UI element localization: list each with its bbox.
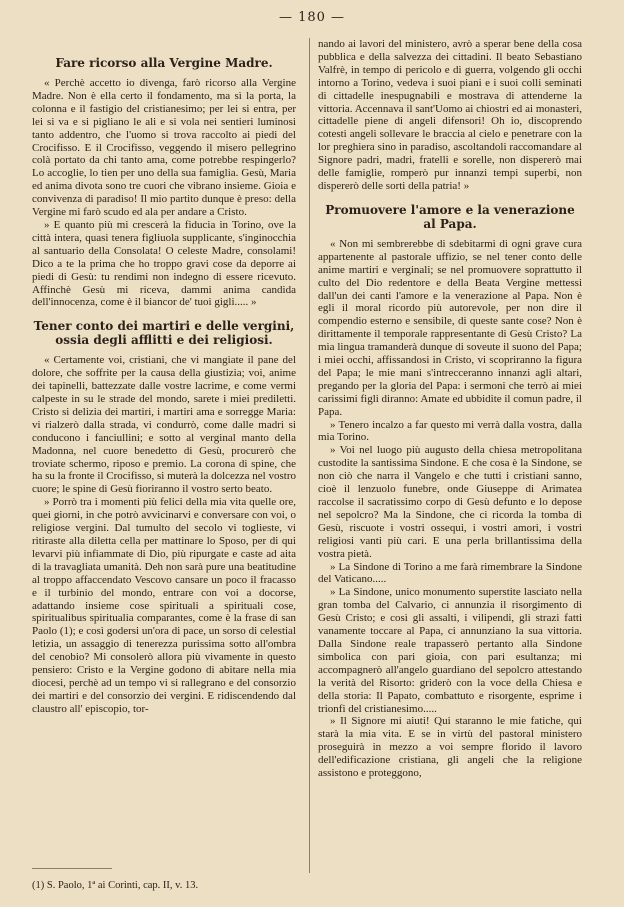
body-paragraph: « Non mi sembrerebbe di sdebitarmi di ogni grave cura appartenente al pastorale uffizio, se nel tener conto delle anime martiri e verginali; se nel promuovere soprattutto il culto del Dio redentore e della Beata Vergine mettessi dall'un dei canti l'amore e la venerazione al Papa. Non è egli il moral ricordo più autorevole, per non dire il compendio esterno e sensibile, di queste sante cose? Non è dirittamente il temporale rappresentante di Gesù Cristo? La mia lingua tramanderà dunque di soveute il suono del Papa; i miei occhi, affissandosi in Cristo, vi scopriranno la figura del Papa; le mie mani s'intrecceranno innanzi agli altari, pregando per la gloria del Papa: i sermoni che terrò ai miei carissimi figli diranno: Amate ed ubbidite il comun padre, il Papa. (318, 237, 582, 418)
section-heading: Promuovere l'amore e la venerazione al Papa. (325, 202, 575, 231)
body-paragraph: » E quanto più mi crescerà la fiducia in Torino, ove la città intera, quasi tenera figliuola supplicante, s'inginocchia al santuario della Consolata! O celeste Madre, consolami! Dico a te la prima che ho troppo gravi cose da deporre ai piedi di Gesù: tu rendimi non indegno di essere ricevuto. Affinchè Gesù mi riceva, dammi anima candida dell'innocenza, come è il biancor de' tuoi gigli..... » (32, 218, 296, 309)
footnote: (1) S. Paolo, 1ª ai Corinti, cap. II, v. 13. (32, 880, 199, 891)
body-paragraph: » Porrò tra i momenti più felici della mia vita quelle ore, quei giorni, in che potrò avvicinarvi e conversare con voi, o religiose vergini. Dal tumulto del secolo vi toglieste, vi ritiraste alla diletta cella per mattinare lo Sposo, per di qui levarvi più infiammate di Dio, più ripurgate e caste ad aita di la travagliata umanità. Deh non sarà pure una beatitudine al troppo affaccendato Vescovo cansare un poco il fracasso e il turbinio del mondo, entrare con voi a docorse, adattando insieme cose spirituali a spirituali cose, spiritualibus spiritualia comparantes, come è la frase di san Paolo (1); e così godersi un'ora di pace, un sorso di celestial letizia, un assaggio di tenerezza purissima sotto all'ombra del cenobio? Mi consolerò allora più vivamente in questo pensiero: Cristo e la Vergine godono di abitare nella mia diocesi, perchè ad un tempo vi si rallegrano e del consorzio dei martiri e del consorzio dei vergini. E ridiscendendo dal claustro all' episcopio, tor- (32, 496, 296, 715)
footnote-divider (32, 868, 112, 869)
body-paragraph: « Certamente voi, cristiani, che vi mangiate il pane del dolore, che soffrite per la causa della giustizia; voi, anime dei tapinelli, battezzate dalle vostre lacrime, e come vermi calpeste in su le strade del mondo, sarete i miei prediletti. Cristo si delizia dei martiri, i martiri ama e sorregge Maria: vi rialzerò dalla strada, vi condurrò, come dalle madri si conducono i fanciullini; e sotto al verginal manto della Madonna, nel cuore benedetto di Gesù, procurerò che troviate schermo, riposo e premio. La corona di spine, che ha su la fronte il Crocifisso, si muterà la dolcezza nel vostro cuore; le spine di Gesù fioriranno il vostro serto beato. (32, 354, 296, 496)
body-paragraph: « Perchè accetto io divenga, farò ricorso alla Vergine Madre. Non è ella certo il fondamento, ma sì la porta, la colonna e il fastigio del cristianesimo; per lei si entra, per lei si va e si pigliano le ali e si vola nei sentieri luminosi tanto addentro, che l'uomo si trova raccolto ai piedi del Crocifisso. E il Crocifisso, veggendo il misero pellegrino colà portato da chi tanto ama, come potrebbe respingerlo? Lo accoglie, lo tien per uno della sua famiglia. Gesù, Maria ed anima divota sono tre cuori che vibrano insieme. Gioia e convivenza di paradiso! Il mio partito dunque è preso: della Vergine mi farò scudo ed ala per andare a Cristo. (32, 77, 296, 219)
body-paragraph: » La Sindone di Torino a me farà rimembrare la Sindone del Vaticano..... (318, 560, 582, 586)
body-paragraph: nando ai lavori del ministero, avrò a sperar bene della cosa pubblica e della salvezza dei cittadini. Il beato Sebastiano Valfrè, in tempo di pericolo e di guerra, volgendo gli occhi intorno a Torino, vedeva i suoi piani e i suoi colli seminati di cittadelle inespugnabili e mostrava di attenderne la vittoria. Accennava il sant'Uomo ai chiostri ed ai monasteri, cittadelle piene di angeli difensori! Oh io, discoprendo cotesti angeli sollevare le braccia al cielo e penetrare con la lor preghiera sino in paradiso, ascoltandoli raccomandare al Signore padri, madri, fratelli e sorelle, non dispererò mai delle famiglie, romperò pur innanzi tempi superbi, non dispererò delle sorti della patria! » (318, 38, 582, 192)
left-column (32, 38, 296, 716)
page-number: — 180 — (278, 10, 346, 25)
body-paragraph: » La Sindone, unico monumento superstite lasciato nella gran tomba del Calvario, ci annunzia il risorgimento di Gesù Cristo; e così gli assalti, i vilipendi, gli strazi fatti vanamente toccare al Papa, ci annunziano la sua vittoria. Dalla Sindone reale trapasserò pertanto alla Sindone simbolica con pari gioia, con pari esultanza; mi accompagnerò all'angelo guardiano del sepolcro attestando la verità del Risorto: griderò con la voce della Chiesa e della storia: Il Papato, combattuto e risorgente, esprime i trionfi del cristianesimo..... (318, 586, 582, 715)
body-paragraph: » Il Signore mi aiuti! Qui staranno le mie fatiche, qui starà la mia vita. E se in virtù del pastoral ministero proseguirà in mezzo a voi sempre florido il lavoro dell'edificazione cristiana, gli angeli che la religione assistono e proteggono, (318, 715, 582, 780)
right-column (318, 38, 582, 780)
section-heading: Fare ricorso alla Vergine Madre. (55, 56, 273, 70)
column-divider (309, 38, 310, 873)
section-heading: Tener conto dei martiri e delle vergini, ossia degli afflitti e dei religiosi. (33, 319, 295, 348)
body-paragraph: » Tenero incalzo a far questo mi verrà dalla vostra, dalla mia Torino. (318, 418, 582, 444)
body-paragraph: » Voi nel luogo più augusto della chiesa metropolitana custodite la santissima Sindone. E che cosa è la Sindone, se non ciò che narra il Vangelo e che tutti i cristiani sanno, cioè il lenzuolo funebre, onde Giuseppe di Arimatea raccolse il sacratissimo corpo di Gesù defunto e lo depose nel sepolcro? Ma la Sindone, che ci ricorda la tomba di Gesù, riscuote i vostri ossequi, i vostri amori, i vostri religiosi vanti più cari. E una perla brillantissima della vostra pietà. (318, 444, 582, 560)
